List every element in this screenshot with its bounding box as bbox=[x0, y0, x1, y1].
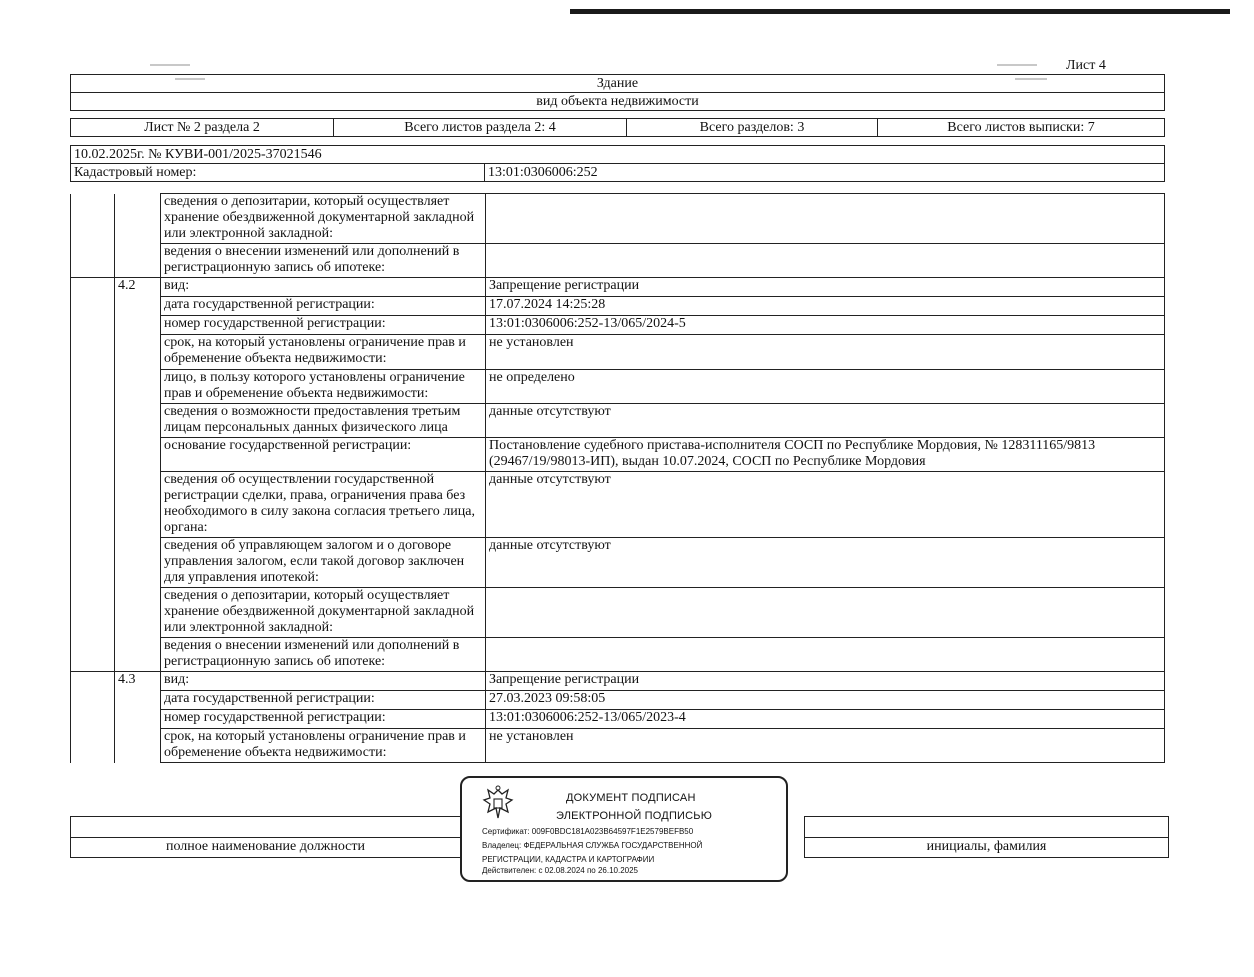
record-value: данные отсутствуют bbox=[486, 404, 1165, 438]
total-sections: Всего разделов: 3 bbox=[627, 119, 878, 137]
record-number bbox=[115, 472, 161, 538]
record-row bbox=[71, 472, 1165, 538]
record-value: 27.03.2023 09:58:05 bbox=[486, 691, 1165, 710]
name-label: инициалы, фамилия bbox=[805, 838, 1169, 858]
record-label: вид: bbox=[161, 672, 486, 691]
scan-top-bar bbox=[570, 9, 1230, 14]
record-number bbox=[115, 194, 161, 244]
record-row bbox=[71, 588, 1165, 638]
stamp-certificate: Сертификат: 009F0BDC181A023B64597F1E2579BEFB50 bbox=[482, 827, 694, 836]
record-row bbox=[71, 404, 1165, 438]
record-value: Запрещение регистрации bbox=[486, 278, 1165, 297]
record-blank-cell bbox=[71, 316, 115, 335]
record-label: срок, на который установлены ограничение прав и обременение объекта недвижимости: bbox=[161, 729, 486, 763]
record-value: данные отсутствуют bbox=[486, 538, 1165, 588]
record-blank-cell bbox=[71, 297, 115, 316]
record-row bbox=[71, 538, 1165, 588]
record-label: ведения о внесении изменений или дополнений в регистрационную запись об ипотеке: bbox=[161, 244, 486, 278]
total-extract-sheets: Всего листов выписки: 7 bbox=[878, 119, 1165, 137]
record-label: дата государственной регистрации: bbox=[161, 691, 486, 710]
record-blank-cell bbox=[71, 538, 115, 588]
record-value bbox=[486, 244, 1165, 278]
record-blank-cell bbox=[71, 244, 115, 278]
record-blank-cell bbox=[71, 729, 115, 763]
records-table bbox=[70, 193, 1165, 763]
record-blank-cell bbox=[71, 472, 115, 538]
record-number bbox=[115, 335, 161, 370]
record-label: лицо, в пользу которого установлены ограничение прав и обременение объекта недвижимости: bbox=[161, 370, 486, 404]
record-row bbox=[71, 672, 1165, 691]
record-value: данные отсутствуют bbox=[486, 472, 1165, 538]
sheets-table bbox=[70, 118, 1165, 137]
record-row bbox=[71, 729, 1165, 763]
record-blank-cell bbox=[71, 710, 115, 729]
object-name: Здание bbox=[71, 75, 1165, 93]
record-label: сведения о депозитарии, который осуществляет хранение обездвиженной документарной закладной или электронной закладной: bbox=[161, 588, 486, 638]
position-label: полное наименование должности bbox=[71, 838, 461, 858]
name-field bbox=[805, 817, 1169, 838]
scan-noise bbox=[997, 64, 1037, 66]
record-number bbox=[115, 710, 161, 729]
record-number bbox=[115, 297, 161, 316]
record-label: сведения об осуществлении государственной регистрации сделки, права, ограничения права без необходимого в силу закона согласия третьего лица, органа: bbox=[161, 472, 486, 538]
record-value bbox=[486, 194, 1165, 244]
record-row bbox=[71, 438, 1165, 472]
record-blank-cell bbox=[71, 370, 115, 404]
stamp-valid: Действителен: с 02.08.2024 по 26.10.2025 bbox=[482, 866, 638, 875]
record-blank-cell bbox=[71, 404, 115, 438]
record-blank-cell bbox=[71, 672, 115, 691]
record-blank-cell bbox=[71, 194, 115, 244]
position-field bbox=[71, 817, 461, 838]
record-blank-cell bbox=[71, 278, 115, 297]
record-row bbox=[71, 316, 1165, 335]
record-label: сведения о депозитарии, который осуществляет хранение обездвиженной документарной закладной или электронной закладной: bbox=[161, 194, 486, 244]
record-row bbox=[71, 194, 1165, 244]
electronic-signature-stamp bbox=[460, 776, 788, 882]
record-value: не определено bbox=[486, 370, 1165, 404]
record-blank-cell bbox=[71, 438, 115, 472]
record-number bbox=[115, 588, 161, 638]
record-label: сведения об управляющем залогом и о договоре управления залогом, если такой договор заключен для управления ипотекой: bbox=[161, 538, 486, 588]
record-number bbox=[115, 316, 161, 335]
cadastral-label: Кадастровый номер: bbox=[71, 164, 485, 182]
record-value: 13:01:0306006:252-13/065/2023-4 bbox=[486, 710, 1165, 729]
record-number bbox=[115, 370, 161, 404]
record-value: Запрещение регистрации bbox=[486, 672, 1165, 691]
total-section-sheets: Всего листов раздела 2: 4 bbox=[334, 119, 627, 137]
record-number: 4.2 bbox=[115, 278, 161, 297]
record-row bbox=[71, 638, 1165, 672]
record-value: Постановление судебного пристава-исполнителя СОСП по Республике Мордовия, № 128311165/9813 (29467/19/98013-ИП), выдан 10.07.2024, СОСП по Республике Мордовия bbox=[486, 438, 1165, 472]
record-number bbox=[115, 538, 161, 588]
record-number bbox=[115, 438, 161, 472]
record-number: 4.3 bbox=[115, 672, 161, 691]
record-number bbox=[115, 729, 161, 763]
record-row bbox=[71, 297, 1165, 316]
record-row bbox=[71, 710, 1165, 729]
record-label: номер государственной регистрации: bbox=[161, 710, 486, 729]
record-value bbox=[486, 638, 1165, 672]
object-caption: вид объекта недвижимости bbox=[71, 93, 1165, 111]
object-table bbox=[70, 74, 1165, 111]
extract-date-number: 10.02.2025г. № КУВИ-001/2025-37021546 bbox=[71, 146, 1165, 164]
record-value: 17.07.2024 14:25:28 bbox=[486, 297, 1165, 316]
record-label: вид: bbox=[161, 278, 486, 297]
record-number bbox=[115, 404, 161, 438]
scan-noise bbox=[150, 64, 190, 66]
sheet-of-section: Лист № 2 раздела 2 bbox=[71, 119, 334, 137]
record-number bbox=[115, 244, 161, 278]
record-label: сведения о возможности предоставления третьим лицам персональных данных физического лица bbox=[161, 404, 486, 438]
record-row bbox=[71, 278, 1165, 297]
record-blank-cell bbox=[71, 588, 115, 638]
record-label: ведения о внесении изменений или дополнений в регистрационную запись об ипотеке: bbox=[161, 638, 486, 672]
record-row bbox=[71, 335, 1165, 370]
record-value: не установлен bbox=[486, 729, 1165, 763]
record-row bbox=[71, 244, 1165, 278]
record-number bbox=[115, 691, 161, 710]
double-headed-eagle-emblem-icon bbox=[478, 784, 518, 824]
record-blank-cell bbox=[71, 335, 115, 370]
record-number bbox=[115, 638, 161, 672]
record-value: не установлен bbox=[486, 335, 1165, 370]
record-label: номер государственной регистрации: bbox=[161, 316, 486, 335]
record-label: дата государственной регистрации: bbox=[161, 297, 486, 316]
record-blank-cell bbox=[71, 638, 115, 672]
stamp-owner-line1: Владелец: ФЕДЕРАЛЬНАЯ СЛУЖБА ГОСУДАРСТВЕННОЙ bbox=[482, 841, 703, 850]
stamp-title: ДОКУМЕНТ ПОДПИСАН bbox=[566, 792, 696, 804]
record-value bbox=[486, 588, 1165, 638]
stamp-owner-line2: РЕГИСТРАЦИИ, КАДАСТРА И КАРТОГРАФИИ bbox=[482, 855, 655, 864]
record-label: срок, на который установлены ограничение прав и обременение объекта недвижимости: bbox=[161, 335, 486, 370]
record-row bbox=[71, 370, 1165, 404]
sheet-number: Лист 4 bbox=[1066, 58, 1106, 73]
cadastral-table bbox=[70, 145, 1165, 182]
record-row bbox=[71, 691, 1165, 710]
stamp-subtitle: ЭЛЕКТРОННОЙ ПОДПИСЬЮ bbox=[556, 810, 713, 822]
record-blank-cell bbox=[71, 691, 115, 710]
cadastral-value: 13:01:0306006:252 bbox=[485, 164, 1165, 182]
record-value: 13:01:0306006:252-13/065/2024-5 bbox=[486, 316, 1165, 335]
record-label: основание государственной регистрации: bbox=[161, 438, 486, 472]
